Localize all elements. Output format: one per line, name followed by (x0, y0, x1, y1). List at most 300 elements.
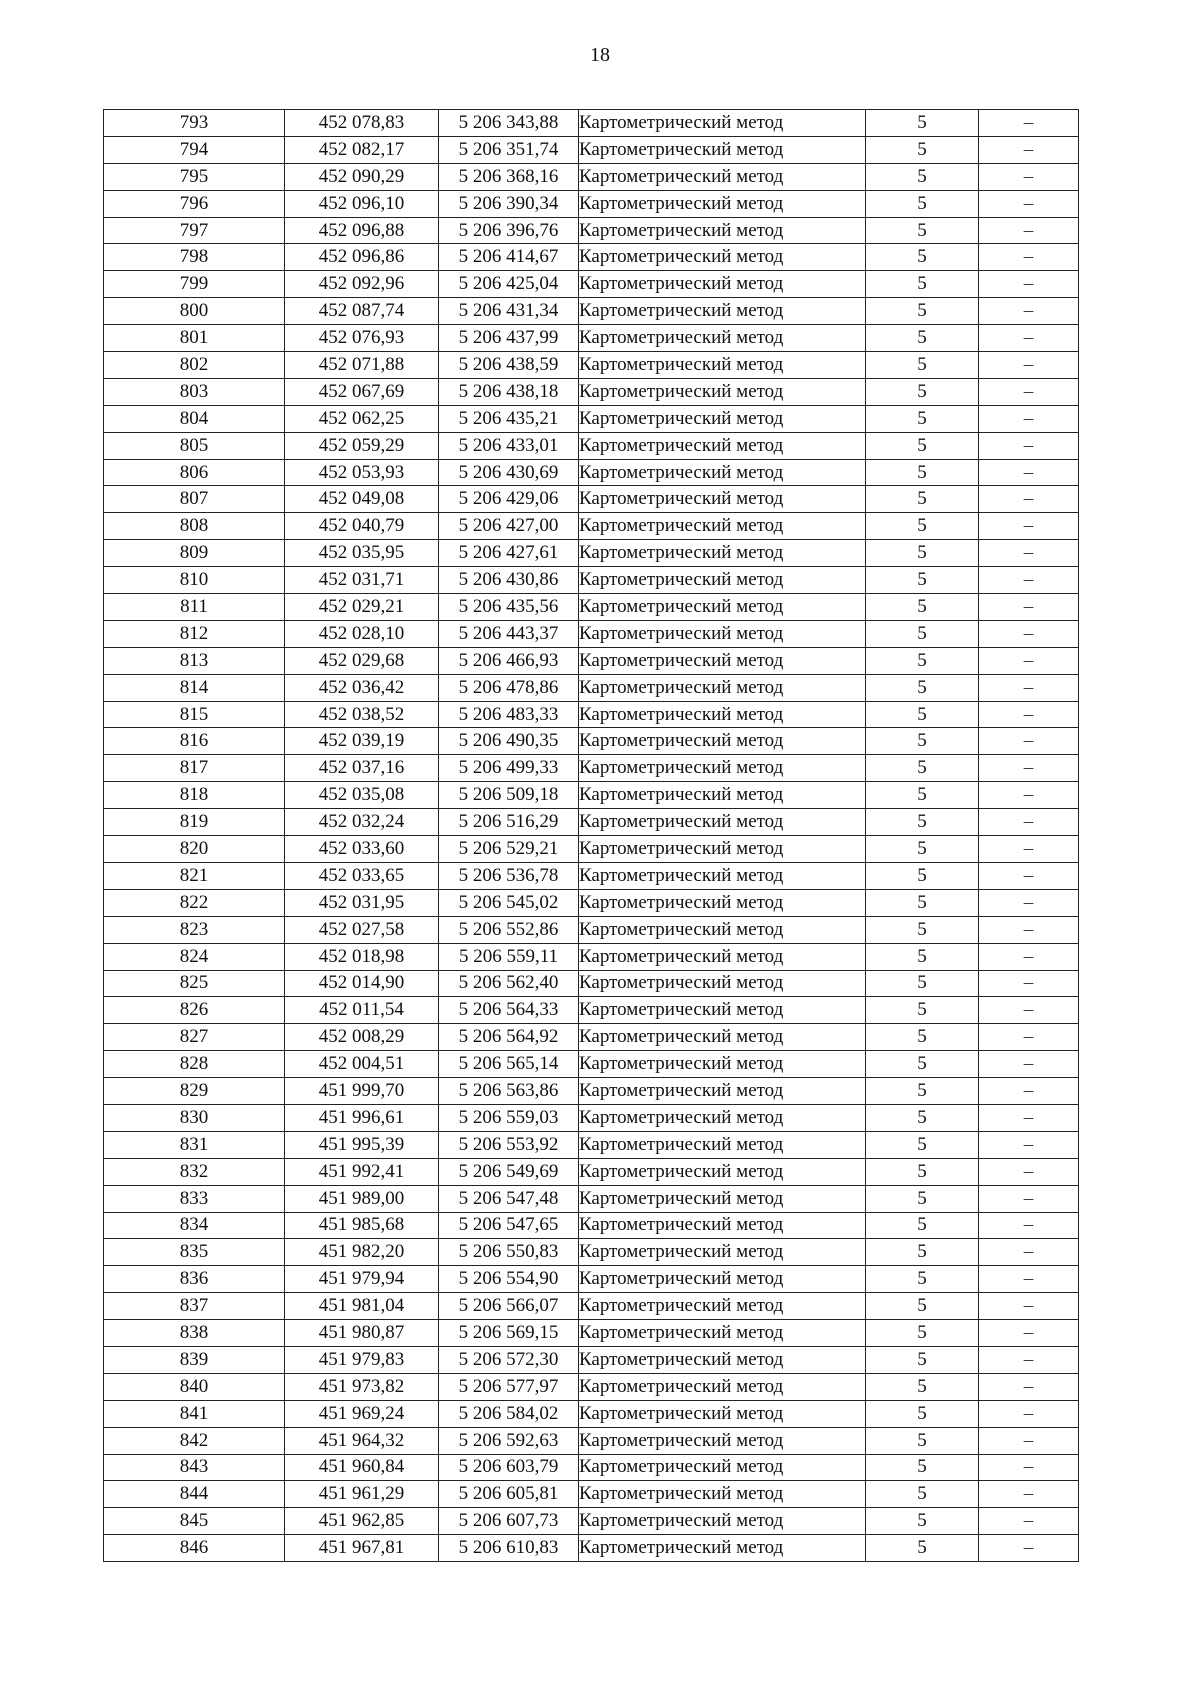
point-number-cell: 839 (104, 1346, 285, 1373)
point-number-cell: 827 (104, 1024, 285, 1051)
description-cell: – (979, 432, 1079, 459)
accuracy-cell: 5 (866, 620, 979, 647)
x-coordinate-cell: 452 096,10 (285, 190, 439, 217)
method-cell: Картометрический метод (579, 513, 866, 540)
point-number-cell: 810 (104, 567, 285, 594)
description-cell: – (979, 862, 1079, 889)
description-cell: – (979, 916, 1079, 943)
method-cell: Картометрический метод (579, 997, 866, 1024)
method-cell: Картометрический метод (579, 110, 866, 137)
point-number-cell: 807 (104, 486, 285, 513)
method-cell: Картометрический метод (579, 325, 866, 352)
point-number-cell: 837 (104, 1293, 285, 1320)
accuracy-cell: 5 (866, 1024, 979, 1051)
x-coordinate-cell: 452 090,29 (285, 163, 439, 190)
point-number-cell: 828 (104, 1051, 285, 1078)
method-cell: Картометрический метод (579, 1051, 866, 1078)
y-coordinate-cell: 5 206 435,21 (439, 405, 579, 432)
accuracy-cell: 5 (866, 809, 979, 836)
y-coordinate-cell: 5 206 562,40 (439, 970, 579, 997)
table-row (104, 1535, 1079, 1562)
accuracy-cell: 5 (866, 970, 979, 997)
method-cell: Картометрический метод (579, 1293, 866, 1320)
x-coordinate-cell: 452 032,24 (285, 809, 439, 836)
x-coordinate-cell: 452 027,58 (285, 916, 439, 943)
method-cell: Картометрический метод (579, 1024, 866, 1051)
y-coordinate-cell: 5 206 565,14 (439, 1051, 579, 1078)
table-row (104, 1508, 1079, 1535)
x-coordinate-cell: 451 996,61 (285, 1104, 439, 1131)
point-number-cell: 830 (104, 1104, 285, 1131)
accuracy-cell: 5 (866, 1535, 979, 1562)
y-coordinate-cell: 5 206 429,06 (439, 486, 579, 513)
y-coordinate-cell: 5 206 435,56 (439, 594, 579, 621)
x-coordinate-cell: 452 035,08 (285, 782, 439, 809)
point-number-cell: 831 (104, 1131, 285, 1158)
accuracy-cell: 5 (866, 1481, 979, 1508)
y-coordinate-cell: 5 206 396,76 (439, 217, 579, 244)
y-coordinate-cell: 5 206 516,29 (439, 809, 579, 836)
description-cell: – (979, 513, 1079, 540)
x-coordinate-cell: 452 071,88 (285, 352, 439, 379)
accuracy-cell: 5 (866, 1346, 979, 1373)
accuracy-cell: 5 (866, 432, 979, 459)
x-coordinate-cell: 451 980,87 (285, 1320, 439, 1347)
description-cell: – (979, 110, 1079, 137)
table-row (104, 405, 1079, 432)
point-number-cell: 818 (104, 782, 285, 809)
description-cell: – (979, 1454, 1079, 1481)
method-cell: Картометрический метод (579, 163, 866, 190)
y-coordinate-cell: 5 206 529,21 (439, 836, 579, 863)
method-cell: Картометрический метод (579, 862, 866, 889)
point-number-cell: 826 (104, 997, 285, 1024)
x-coordinate-cell: 452 029,68 (285, 647, 439, 674)
table-row (104, 916, 1079, 943)
y-coordinate-cell: 5 206 509,18 (439, 782, 579, 809)
y-coordinate-cell: 5 206 547,65 (439, 1212, 579, 1239)
y-coordinate-cell: 5 206 559,11 (439, 943, 579, 970)
y-coordinate-cell: 5 206 438,59 (439, 352, 579, 379)
table-row (104, 674, 1079, 701)
x-coordinate-cell: 452 018,98 (285, 943, 439, 970)
y-coordinate-cell: 5 206 478,86 (439, 674, 579, 701)
table-row (104, 298, 1079, 325)
point-number-cell: 844 (104, 1481, 285, 1508)
x-coordinate-cell: 452 087,74 (285, 298, 439, 325)
y-coordinate-cell: 5 206 499,33 (439, 755, 579, 782)
x-coordinate-cell: 451 992,41 (285, 1158, 439, 1185)
table-row (104, 1400, 1079, 1427)
table-row (104, 459, 1079, 486)
table-row (104, 540, 1079, 567)
accuracy-cell: 5 (866, 1373, 979, 1400)
description-cell: – (979, 540, 1079, 567)
method-cell: Картометрический метод (579, 1373, 866, 1400)
accuracy-cell: 5 (866, 836, 979, 863)
accuracy-cell: 5 (866, 1427, 979, 1454)
y-coordinate-cell: 5 206 563,86 (439, 1078, 579, 1105)
table-row (104, 244, 1079, 271)
accuracy-cell: 5 (866, 1078, 979, 1105)
y-coordinate-cell: 5 206 414,67 (439, 244, 579, 271)
point-number-cell: 801 (104, 325, 285, 352)
point-number-cell: 800 (104, 298, 285, 325)
point-number-cell: 845 (104, 1508, 285, 1535)
x-coordinate-cell: 452 049,08 (285, 486, 439, 513)
description-cell: – (979, 136, 1079, 163)
table-row (104, 1239, 1079, 1266)
point-number-cell: 843 (104, 1454, 285, 1481)
y-coordinate-cell: 5 206 572,30 (439, 1346, 579, 1373)
method-cell: Картометрический метод (579, 1346, 866, 1373)
y-coordinate-cell: 5 206 564,92 (439, 1024, 579, 1051)
y-coordinate-cell: 5 206 351,74 (439, 136, 579, 163)
table-row (104, 1266, 1079, 1293)
y-coordinate-cell: 5 206 390,34 (439, 190, 579, 217)
table-row (104, 1454, 1079, 1481)
x-coordinate-cell: 452 033,60 (285, 836, 439, 863)
y-coordinate-cell: 5 206 427,00 (439, 513, 579, 540)
description-cell: – (979, 325, 1079, 352)
description-cell: – (979, 1481, 1079, 1508)
point-number-cell: 811 (104, 594, 285, 621)
method-cell: Картометрический метод (579, 647, 866, 674)
x-coordinate-cell: 452 014,90 (285, 970, 439, 997)
accuracy-cell: 5 (866, 1454, 979, 1481)
x-coordinate-cell: 452 039,19 (285, 728, 439, 755)
description-cell: – (979, 809, 1079, 836)
point-number-cell: 806 (104, 459, 285, 486)
method-cell: Картометрический метод (579, 1078, 866, 1105)
accuracy-cell: 5 (866, 513, 979, 540)
x-coordinate-cell: 452 096,88 (285, 217, 439, 244)
x-coordinate-cell: 452 031,95 (285, 889, 439, 916)
x-coordinate-cell: 452 078,83 (285, 110, 439, 137)
table-row (104, 1024, 1079, 1051)
accuracy-cell: 5 (866, 1185, 979, 1212)
x-coordinate-cell: 451 961,29 (285, 1481, 439, 1508)
table-row (104, 836, 1079, 863)
description-cell: – (979, 1104, 1079, 1131)
description-cell: – (979, 1373, 1079, 1400)
accuracy-cell: 5 (866, 701, 979, 728)
x-coordinate-cell: 451 995,39 (285, 1131, 439, 1158)
method-cell: Картометрический метод (579, 136, 866, 163)
description-cell: – (979, 594, 1079, 621)
method-cell: Картометрический метод (579, 378, 866, 405)
table-row (104, 997, 1079, 1024)
table-row (104, 1346, 1079, 1373)
method-cell: Картометрический метод (579, 567, 866, 594)
point-number-cell: 833 (104, 1185, 285, 1212)
table-row (104, 594, 1079, 621)
point-number-cell: 835 (104, 1239, 285, 1266)
x-coordinate-cell: 452 028,10 (285, 620, 439, 647)
x-coordinate-cell: 451 960,84 (285, 1454, 439, 1481)
description-cell: – (979, 997, 1079, 1024)
method-cell: Картометрический метод (579, 970, 866, 997)
accuracy-cell: 5 (866, 378, 979, 405)
y-coordinate-cell: 5 206 427,61 (439, 540, 579, 567)
point-number-cell: 813 (104, 647, 285, 674)
accuracy-cell: 5 (866, 459, 979, 486)
point-number-cell: 819 (104, 809, 285, 836)
table-row (104, 190, 1079, 217)
description-cell: – (979, 701, 1079, 728)
x-coordinate-cell: 452 040,79 (285, 513, 439, 540)
table-row (104, 889, 1079, 916)
point-number-cell: 816 (104, 728, 285, 755)
x-coordinate-cell: 451 981,04 (285, 1293, 439, 1320)
point-number-cell: 808 (104, 513, 285, 540)
accuracy-cell: 5 (866, 755, 979, 782)
table-row (104, 809, 1079, 836)
description-cell: – (979, 1346, 1079, 1373)
page-number: 18 (590, 44, 610, 66)
x-coordinate-cell: 452 036,42 (285, 674, 439, 701)
table-row (104, 970, 1079, 997)
point-number-cell: 841 (104, 1400, 285, 1427)
table-row (104, 163, 1079, 190)
y-coordinate-cell: 5 206 559,03 (439, 1104, 579, 1131)
point-number-cell: 822 (104, 889, 285, 916)
description-cell: – (979, 620, 1079, 647)
y-coordinate-cell: 5 206 343,88 (439, 110, 579, 137)
description-cell: – (979, 836, 1079, 863)
method-cell: Картометрический метод (579, 1427, 866, 1454)
y-coordinate-cell: 5 206 545,02 (439, 889, 579, 916)
point-number-cell: 838 (104, 1320, 285, 1347)
description-cell: – (979, 1158, 1079, 1185)
y-coordinate-cell: 5 206 552,86 (439, 916, 579, 943)
description-cell: – (979, 1266, 1079, 1293)
point-number-cell: 799 (104, 271, 285, 298)
accuracy-cell: 5 (866, 1400, 979, 1427)
description-cell: – (979, 190, 1079, 217)
table-row (104, 378, 1079, 405)
point-number-cell: 846 (104, 1535, 285, 1562)
table-row (104, 1320, 1079, 1347)
y-coordinate-cell: 5 206 592,63 (439, 1427, 579, 1454)
y-coordinate-cell: 5 206 610,83 (439, 1535, 579, 1562)
point-number-cell: 794 (104, 136, 285, 163)
description-cell: – (979, 244, 1079, 271)
y-coordinate-cell: 5 206 368,16 (439, 163, 579, 190)
description-cell: – (979, 271, 1079, 298)
description-cell: – (979, 1212, 1079, 1239)
description-cell: – (979, 298, 1079, 325)
method-cell: Картометрический метод (579, 1266, 866, 1293)
method-cell: Картометрический метод (579, 1158, 866, 1185)
table-row (104, 1104, 1079, 1131)
x-coordinate-cell: 452 004,51 (285, 1051, 439, 1078)
point-number-cell: 842 (104, 1427, 285, 1454)
accuracy-cell: 5 (866, 862, 979, 889)
description-cell: – (979, 1051, 1079, 1078)
description-cell: – (979, 459, 1079, 486)
method-cell: Картометрический метод (579, 1400, 866, 1427)
x-coordinate-cell: 452 062,25 (285, 405, 439, 432)
description-cell: – (979, 889, 1079, 916)
point-number-cell: 814 (104, 674, 285, 701)
point-number-cell: 793 (104, 110, 285, 137)
x-coordinate-cell: 451 962,85 (285, 1508, 439, 1535)
table-row (104, 755, 1079, 782)
description-cell: – (979, 1427, 1079, 1454)
method-cell: Картометрический метод (579, 755, 866, 782)
accuracy-cell: 5 (866, 916, 979, 943)
x-coordinate-cell: 452 029,21 (285, 594, 439, 621)
description-cell: – (979, 405, 1079, 432)
accuracy-cell: 5 (866, 1051, 979, 1078)
point-number-cell: 836 (104, 1266, 285, 1293)
accuracy-cell: 5 (866, 997, 979, 1024)
y-coordinate-cell: 5 206 605,81 (439, 1481, 579, 1508)
y-coordinate-cell: 5 206 433,01 (439, 432, 579, 459)
x-coordinate-cell: 452 011,54 (285, 997, 439, 1024)
point-number-cell: 809 (104, 540, 285, 567)
y-coordinate-cell: 5 206 536,78 (439, 862, 579, 889)
method-cell: Картометрический метод (579, 432, 866, 459)
point-number-cell: 840 (104, 1373, 285, 1400)
table-row (104, 432, 1079, 459)
point-number-cell: 823 (104, 916, 285, 943)
x-coordinate-cell: 452 035,95 (285, 540, 439, 567)
description-cell: – (979, 352, 1079, 379)
table-row (104, 1185, 1079, 1212)
table-row (104, 1131, 1079, 1158)
description-cell: – (979, 943, 1079, 970)
accuracy-cell: 5 (866, 540, 979, 567)
method-cell: Картометрический метод (579, 1481, 866, 1508)
accuracy-cell: 5 (866, 110, 979, 137)
y-coordinate-cell: 5 206 554,90 (439, 1266, 579, 1293)
accuracy-cell: 5 (866, 647, 979, 674)
method-cell: Картометрический метод (579, 1131, 866, 1158)
accuracy-cell: 5 (866, 1131, 979, 1158)
x-coordinate-cell: 452 008,29 (285, 1024, 439, 1051)
method-cell: Картометрический метод (579, 486, 866, 513)
table-row (104, 1078, 1079, 1105)
point-number-cell: 824 (104, 943, 285, 970)
table-row (104, 943, 1079, 970)
x-coordinate-cell: 452 031,71 (285, 567, 439, 594)
accuracy-cell: 5 (866, 1508, 979, 1535)
x-coordinate-cell: 452 038,52 (285, 701, 439, 728)
point-number-cell: 796 (104, 190, 285, 217)
table-row (104, 1427, 1079, 1454)
description-cell: – (979, 755, 1079, 782)
y-coordinate-cell: 5 206 438,18 (439, 378, 579, 405)
method-cell: Картометрический метод (579, 540, 866, 567)
point-number-cell: 803 (104, 378, 285, 405)
y-coordinate-cell: 5 206 443,37 (439, 620, 579, 647)
accuracy-cell: 5 (866, 163, 979, 190)
method-cell: Картометрический метод (579, 190, 866, 217)
point-number-cell: 797 (104, 217, 285, 244)
description-cell: – (979, 163, 1079, 190)
x-coordinate-cell: 451 973,82 (285, 1373, 439, 1400)
point-number-cell: 795 (104, 163, 285, 190)
table-row (104, 647, 1079, 674)
accuracy-cell: 5 (866, 190, 979, 217)
point-number-cell: 804 (104, 405, 285, 432)
method-cell: Картометрический метод (579, 1212, 866, 1239)
point-number-cell: 834 (104, 1212, 285, 1239)
y-coordinate-cell: 5 206 466,93 (439, 647, 579, 674)
description-cell: – (979, 378, 1079, 405)
x-coordinate-cell: 452 076,93 (285, 325, 439, 352)
y-coordinate-cell: 5 206 607,73 (439, 1508, 579, 1535)
y-coordinate-cell: 5 206 430,86 (439, 567, 579, 594)
accuracy-cell: 5 (866, 1239, 979, 1266)
x-coordinate-cell: 451 985,68 (285, 1212, 439, 1239)
table-row (104, 728, 1079, 755)
y-coordinate-cell: 5 206 566,07 (439, 1293, 579, 1320)
x-coordinate-cell: 452 067,69 (285, 378, 439, 405)
table-row (104, 1373, 1079, 1400)
y-coordinate-cell: 5 206 547,48 (439, 1185, 579, 1212)
table-row (104, 352, 1079, 379)
x-coordinate-cell: 452 033,65 (285, 862, 439, 889)
accuracy-cell: 5 (866, 782, 979, 809)
y-coordinate-cell: 5 206 564,33 (439, 997, 579, 1024)
method-cell: Картометрический метод (579, 674, 866, 701)
x-coordinate-cell: 451 982,20 (285, 1239, 439, 1266)
description-cell: – (979, 1078, 1079, 1105)
x-coordinate-cell: 452 037,16 (285, 755, 439, 782)
coordinates-table-body (104, 110, 1079, 1562)
x-coordinate-cell: 451 967,81 (285, 1535, 439, 1562)
description-cell: – (979, 1024, 1079, 1051)
accuracy-cell: 5 (866, 1212, 979, 1239)
method-cell: Картометрический метод (579, 889, 866, 916)
method-cell: Картометрический метод (579, 782, 866, 809)
method-cell: Картометрический метод (579, 916, 866, 943)
description-cell: – (979, 728, 1079, 755)
method-cell: Картометрический метод (579, 701, 866, 728)
x-coordinate-cell: 451 989,00 (285, 1185, 439, 1212)
accuracy-cell: 5 (866, 1104, 979, 1131)
method-cell: Картометрический метод (579, 1185, 866, 1212)
method-cell: Картометрический метод (579, 1239, 866, 1266)
point-number-cell: 825 (104, 970, 285, 997)
table-row (104, 486, 1079, 513)
method-cell: Картометрический метод (579, 352, 866, 379)
accuracy-cell: 5 (866, 943, 979, 970)
method-cell: Картометрический метод (579, 405, 866, 432)
accuracy-cell: 5 (866, 594, 979, 621)
description-cell: – (979, 1131, 1079, 1158)
y-coordinate-cell: 5 206 550,83 (439, 1239, 579, 1266)
accuracy-cell: 5 (866, 325, 979, 352)
method-cell: Картометрический метод (579, 271, 866, 298)
table-row (104, 862, 1079, 889)
x-coordinate-cell: 451 969,24 (285, 1400, 439, 1427)
y-coordinate-cell: 5 206 437,99 (439, 325, 579, 352)
y-coordinate-cell: 5 206 553,92 (439, 1131, 579, 1158)
method-cell: Картометрический метод (579, 459, 866, 486)
y-coordinate-cell: 5 206 430,69 (439, 459, 579, 486)
table-row (104, 325, 1079, 352)
y-coordinate-cell: 5 206 584,02 (439, 1400, 579, 1427)
point-number-cell: 798 (104, 244, 285, 271)
description-cell: – (979, 217, 1079, 244)
point-number-cell: 805 (104, 432, 285, 459)
accuracy-cell: 5 (866, 486, 979, 513)
table-row (104, 1212, 1079, 1239)
